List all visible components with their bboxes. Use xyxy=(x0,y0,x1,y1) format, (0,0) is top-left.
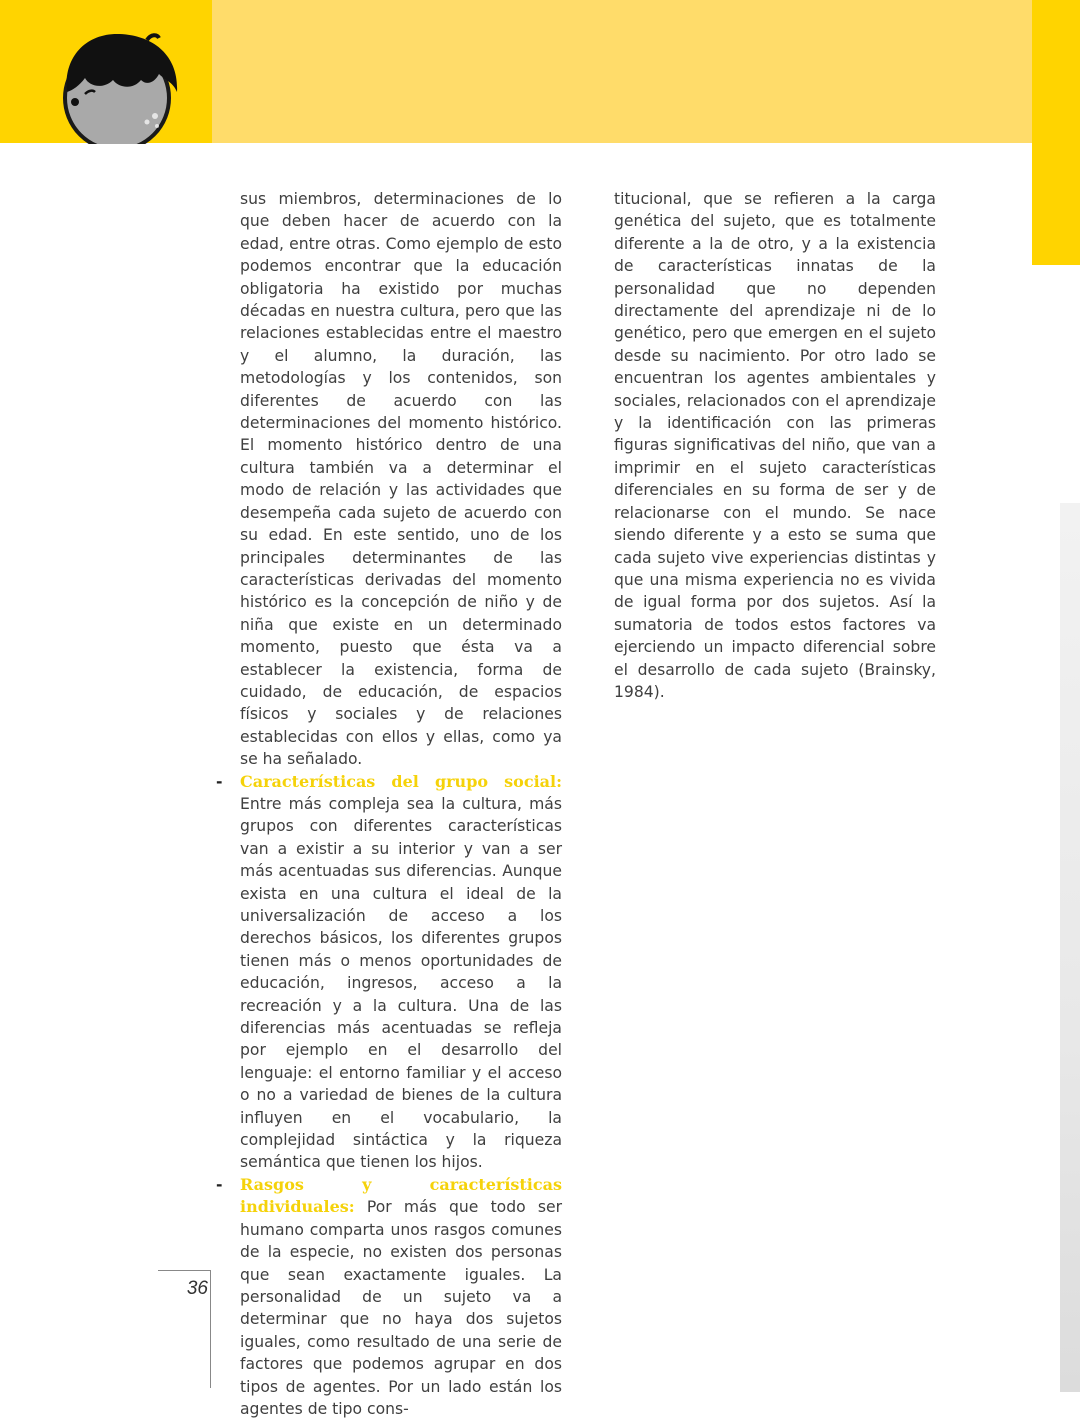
bullet-dash: - xyxy=(216,772,223,791)
right-column xyxy=(614,188,936,703)
page-number: 36 xyxy=(186,1278,208,1299)
continuation-paragraph: titucional, que se refieren a la carga genética del sujeto, que es totalmente diferente a la de otro, y a la existencia de características innatas de la personalidad que no dependen directamente del aprendizaje ni de lo genético, pero que emergen en el sujeto desde su nacimiento. Por otro lado se encuentran los agentes ambientales y sociales, relacionados con el aprendizaje y la identificación con las primeras figuras significativas del niño, que van a imprimir en el sujeto características diferenciales en su forma de ser y de relacionarse con el mundo. Se nace siendo diferente y a esto se suma que cada sujeto vive experiencias distintas y que una misma experiencia no es vivida de igual forma por dos sujetos. Así la sumatoria de todos estos factores va ejerciendo un impacto diferencial sobre el desarrollo de cada sujeto (Brainsky, 1984). xyxy=(614,190,936,701)
bullet-heading: Características del grupo social: xyxy=(240,771,562,791)
left-column xyxy=(216,188,562,1420)
side-tab xyxy=(1032,0,1080,265)
bullet-text: Por más que todo ser humano comparta unos rasgos comunes de la especie, no existen dos personas que sean exactamente iguales. La personalidad de un sujeto va a determinar que no haya dos sujetos iguales, como resultado de una serie de factores que podemos agrupar en dos tipos de agentes. Por un lado están los agentes de tipo cons- xyxy=(240,1198,562,1418)
folio-rule-horizontal xyxy=(158,1270,211,1271)
bullet-text: Entre más compleja sea la cultura, más grupos con diferentes características van a existir a su interior y van a ser más acentuadas sus diferencias. Aunque exista en una cultura el ideal de la universalización de acceso a los derechos básicos, los diferentes grupos tienen más o menos oportunidades de educación, ingresos, acceso a la recreación y a la cultura. Una de las diferencias más acentuadas se refleja por ejemplo en el desarrollo del lenguaje: el entorno familiar y el acceso o no a variedad de bienes de la cultura influyen en el vocabulario, la complejidad sintáctica y la riqueza semántica que tienen los hijos. xyxy=(240,794,562,1172)
child-face-icon xyxy=(55,30,185,144)
bullet-rasgos-individuales xyxy=(216,1174,562,1420)
bullet-dash: - xyxy=(216,1175,223,1194)
folio-rule-vertical xyxy=(210,1270,211,1388)
bullet-heading: Rasgos y características individuales: xyxy=(240,1174,562,1217)
intro-paragraph: sus miembros, determinaciones de lo que deben hacer de acuerdo con la edad, entre otras. Como ejemplo de esto podemos encontrar que la educación obligatoria ha existido por muchas décadas en nuestra cultura, pero que las relaciones establecidas entre el maestro y el alumno, la duración, las metodologías y los contenidos, son diferentes de acuerdo con las determinaciones del momento histórico. El momento histórico dentro de una cultura también va a determinar el modo de relación y las actividades que desempeña cada sujeto de acuerdo con su edad. En este sentido, uno de los principales determinantes de las características derivadas del momento histórico es la concepción de niño y de niña que existe en un determinado momento, puesto que ésta va a establecer la existencia, forma de cuidado, de educación, de espacios físicos y sociales y de relaciones establecidas con ellos y ellas, como ya se ha señalado. xyxy=(240,190,562,769)
bullet-grupo-social xyxy=(216,771,562,1174)
header-band xyxy=(212,0,1032,143)
page-edge-shadow xyxy=(1060,503,1080,1392)
